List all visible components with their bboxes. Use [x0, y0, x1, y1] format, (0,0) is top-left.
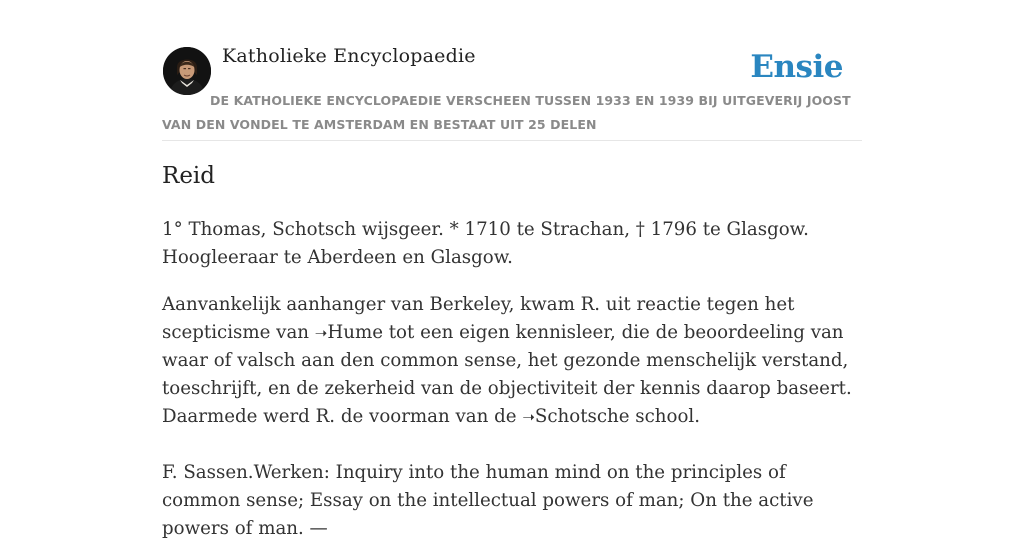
site-name[interactable]: Katholieke Encyclopaedie	[222, 45, 476, 67]
link-schotsche-school[interactable]: Schotsche school	[534, 406, 695, 427]
paragraph-text: .	[694, 406, 701, 427]
site-tagline: DE KATHOLIEKE ENCYCLOPAEDIE VERSCHEEN TUSSEN 1933 EN 1939 BIJ UITGEVERIJ JOOST VAN DEN VONDEL TE AMSTERDAM EN BESTAAT UIT 25 DELEN	[162, 93, 851, 132]
arrow-right-icon: ➝	[522, 408, 535, 426]
arrow-right-icon: ➝	[314, 324, 328, 342]
brand-logo[interactable]: Ensie	[750, 49, 843, 85]
site-header	[162, 0, 862, 141]
paragraph-text: Aanvankelijk aanhanger van Berkeley, kwam R. uit reactie tegen het scepticisme van	[162, 294, 795, 343]
portrait-image	[163, 47, 211, 95]
paragraph-text: tot een eigen kennisleer, die de beoordeeling van waar of valsch aan den common sense, het gezonde menschelijk verstand, toeschrijft, en de zekerheid van de objectiviteit der kennis daarop baseert. Daarmede werd R. de voorman van de	[162, 322, 852, 427]
article-title: Reid	[162, 163, 216, 189]
article-paragraph-3: F. Sassen.Werken: Inquiry into the human mind on the principles of common sense; Essay on the intellectual powers of man; On the active powers of man. —	[162, 462, 814, 539]
article-paragraph-1: 1° Thomas, Schotsch wijsgeer. * 1710 te Strachan, † 1796 te Glasgow. Hoogleeraar te Aberdeen en Glasgow.	[162, 219, 809, 268]
link-hume[interactable]: Hume	[327, 322, 383, 343]
article-paragraph-2	[162, 291, 862, 431]
page-container	[162, 0, 862, 539]
